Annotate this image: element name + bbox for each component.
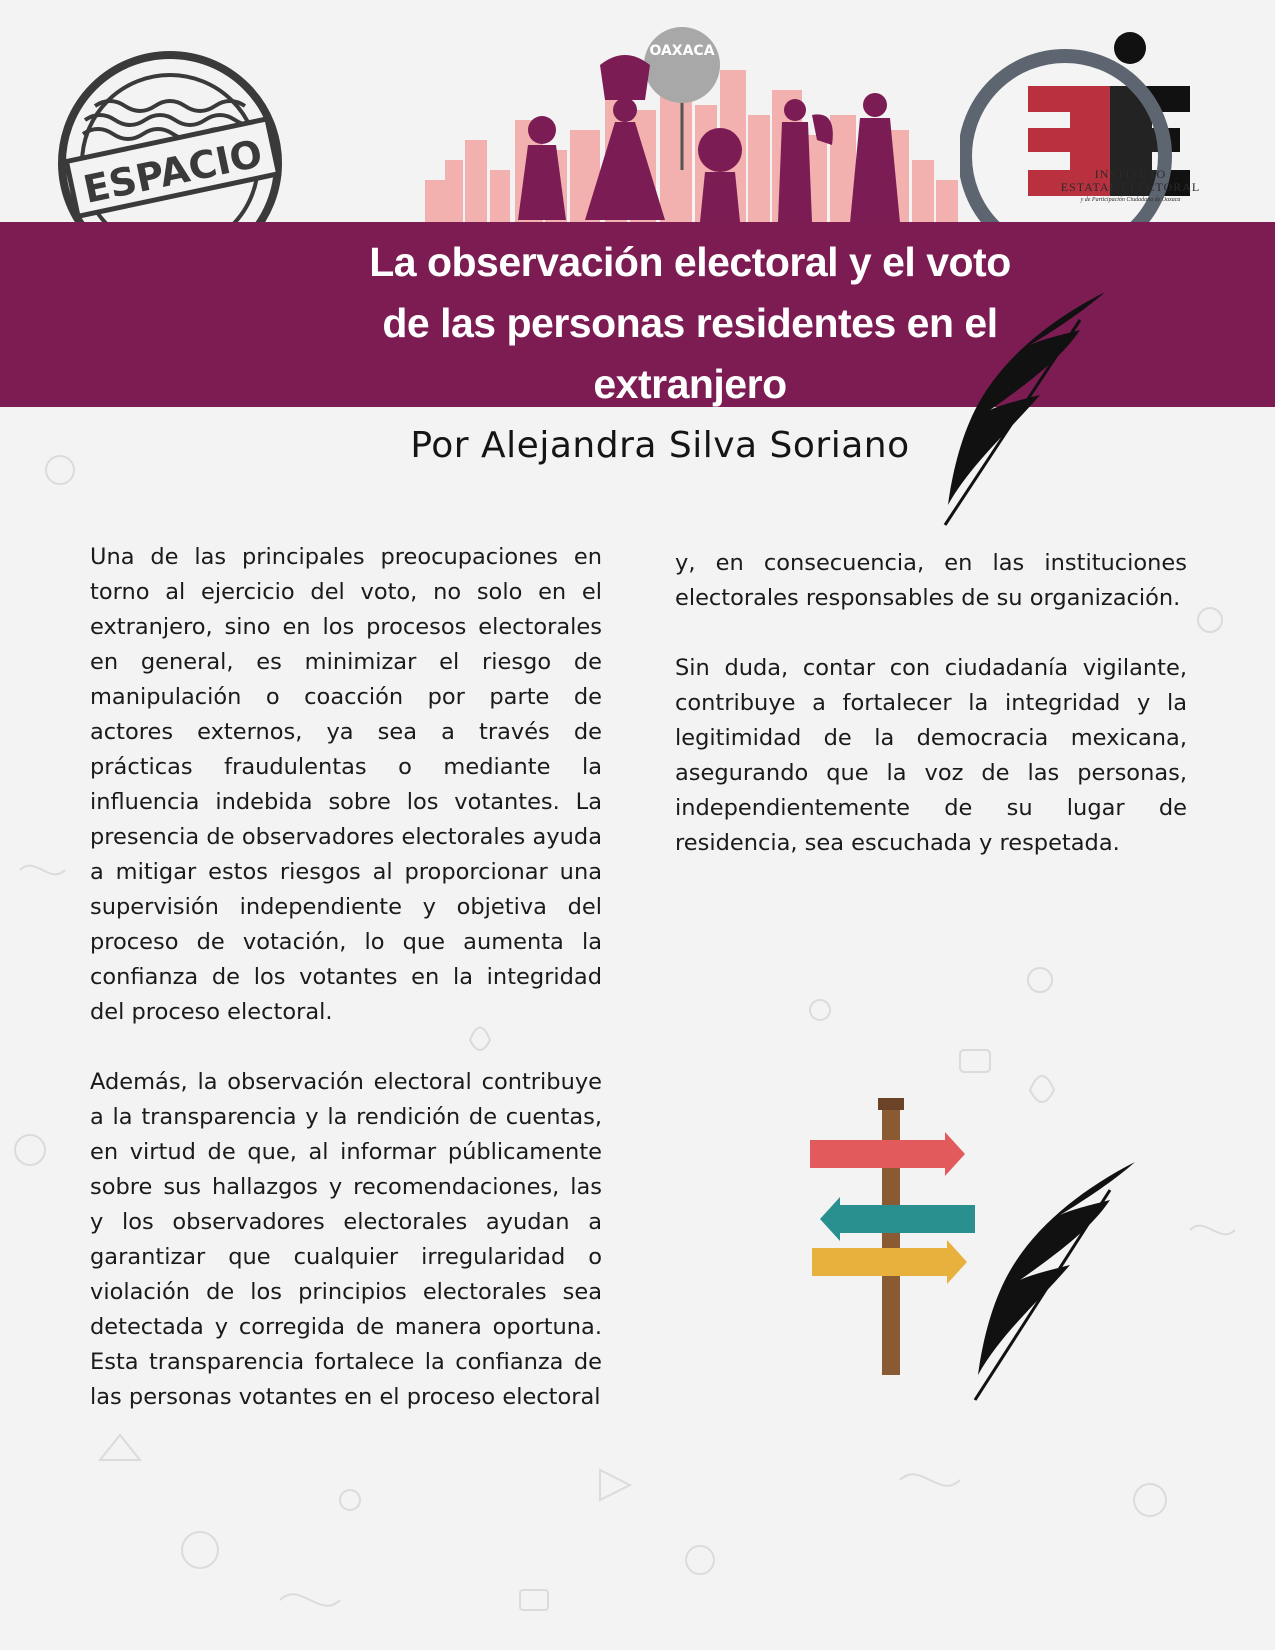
paragraph: y, en consecuencia, en las instituciones electorales responsables de su organización. xyxy=(675,550,1187,611)
title-line-3: extranjero xyxy=(593,361,787,407)
title-line-2: de las personas residentes en el xyxy=(382,300,998,346)
stamp-top-text: ESPACIO xyxy=(79,131,267,212)
balloon-label: OAXACA xyxy=(649,43,715,59)
iee-logo-text xyxy=(1058,168,1203,207)
byline: Por Alejandra Silva Soriano xyxy=(410,425,910,466)
quill-feather-icon-bottom xyxy=(970,1160,1140,1405)
signpost-illustration xyxy=(790,1090,990,1380)
iee-logo-line2: ESTATAL ELECTORAL xyxy=(1060,180,1201,194)
article-title xyxy=(340,232,1040,415)
iee-logo-line1: INSTITUTO xyxy=(1094,167,1167,181)
paragraph: Una de las principales preocupaciones en torno al ejercicio del voto, no solo en el extranjero, sino en los procesos electorales en general, es minimizar el riesgo de manipulación o coacción por parte de actores externos, ya sea a través de prácticas fraudulentas o mediante la influencia indebida sobre los votantes. La presencia de observadores electorales ayuda a mitigar estos riesgos al proporcionar una supervisión independiente y objetiva del proceso de votación, lo que aumenta la confianza de los votantes en la integridad del proceso electoral. xyxy=(90,544,602,1025)
paragraph: Además, la observación electoral contribuye a la transparencia y la rendición de cuentas, en virtud de que, al informar públicamente sobre sus hallazgos y recomendaciones, las y los observadores electorales ayudan a garantizar que cualquier irregularidad o violación de los principios electorales sea detectada y corregida de manera oportuna. Esta transparencia fortalece la confianza de las personas votantes en el proceso electoral xyxy=(90,1069,602,1410)
article-right-column xyxy=(675,546,1187,861)
quill-feather-icon xyxy=(940,290,1110,530)
iee-logo-line3: y de Participación Ciudadana de Oaxaca xyxy=(1080,197,1181,203)
oaxaca-skyline-illustration xyxy=(420,20,960,225)
title-line-1: La observación electoral y el voto xyxy=(369,239,1011,285)
article-left-column xyxy=(90,540,602,1415)
paragraph: Sin duda, contar con ciudadanía vigilante, contribuye a fortalecer la integridad y la legitimidad de la democracia mexicana, asegurando que la voz de las personas, independientemente de su lugar de residencia, sea escuchada y respetada. xyxy=(675,655,1187,856)
